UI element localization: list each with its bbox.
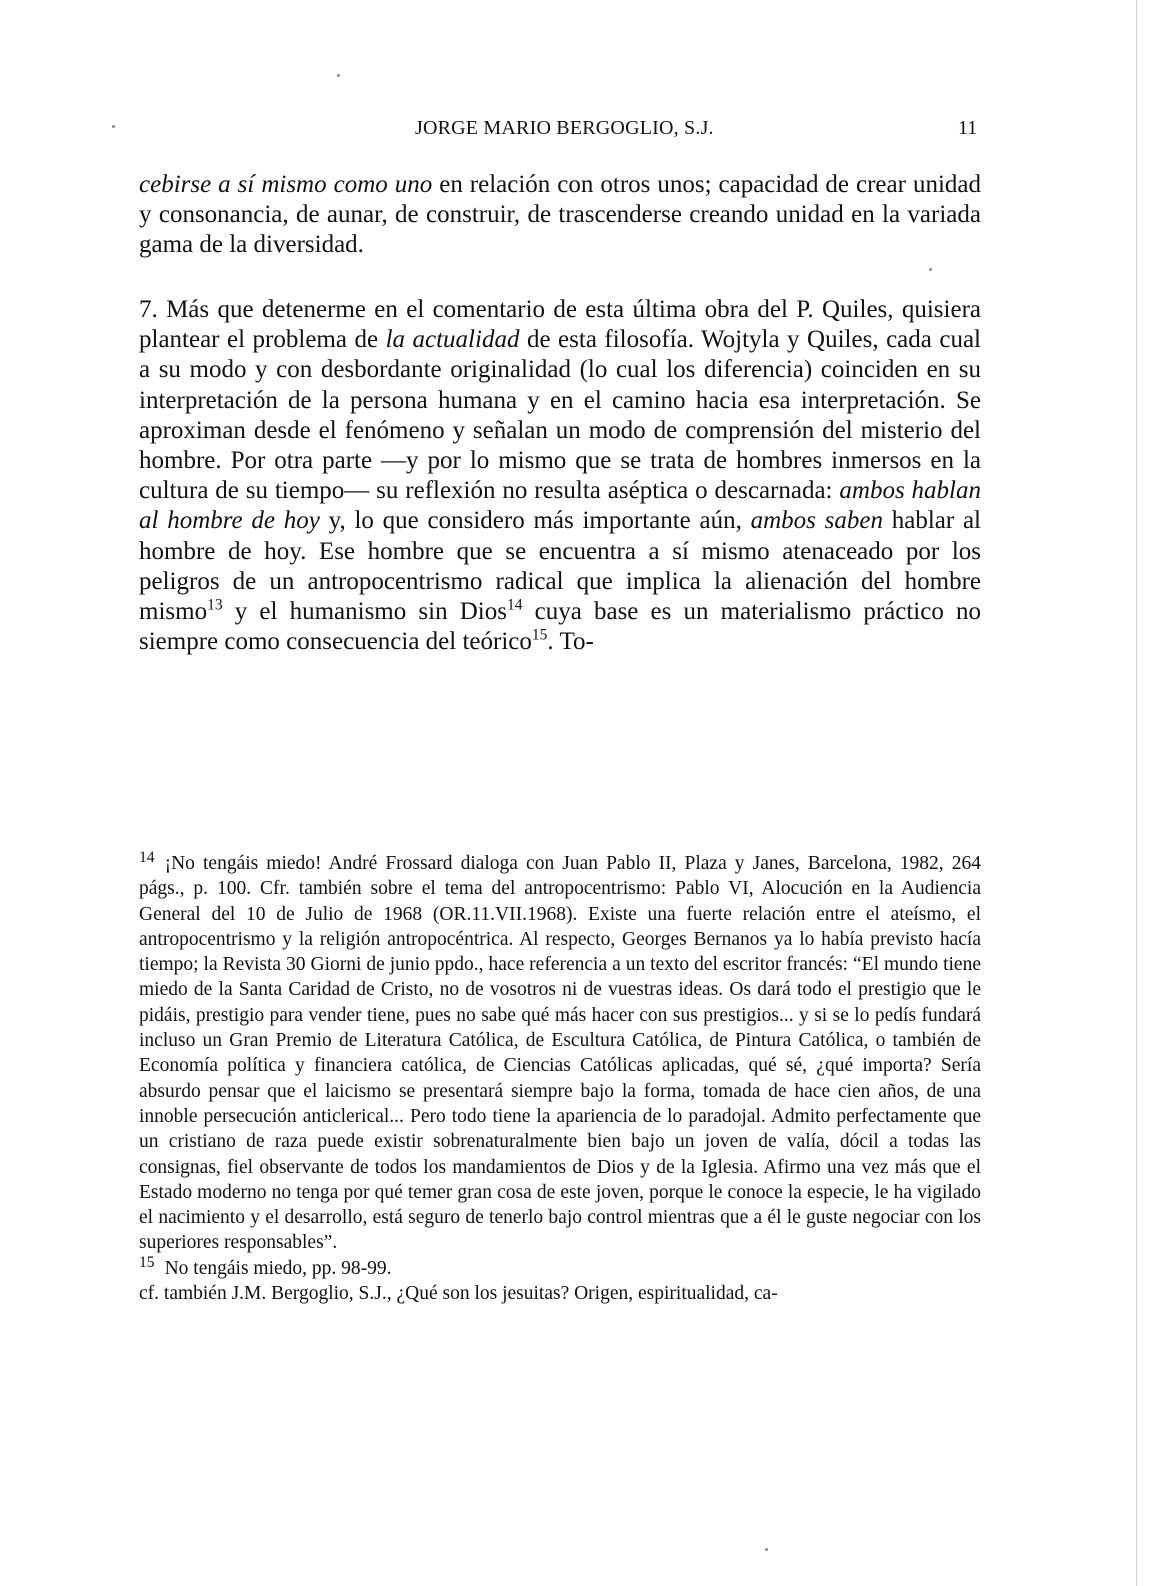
- footnotes: [139, 848, 981, 1306]
- paragraph-text: y el humanismo sin Dios: [222, 598, 507, 626]
- footnote-ref-14: 14: [506, 596, 523, 614]
- paragraph-text: hablar al hombre de hoy. Ese hombre que se encuentra a sí mismo atenaceado por los peligros de un antropocentrismo radical que implica la alienación del hombre mismo: [139, 507, 981, 626]
- footnote-ref-15: 15: [531, 626, 548, 644]
- footnote-ref-13: 13: [207, 596, 223, 614]
- scan-edge-line: [1136, 0, 1137, 1586]
- italic-phrase: ambos hablan al hombre de hoy: [139, 477, 981, 535]
- paragraph-text: y, lo que considero más importante aún,: [319, 507, 751, 535]
- italic-phrase: cebirse a sí mismo como uno: [139, 171, 433, 198]
- footnote-marker: 14: [139, 848, 155, 866]
- paragraph-7: [139, 295, 981, 657]
- scan-speck: [929, 268, 932, 271]
- paragraph-text: cuya base es un materialismo práctico no siempre como consecuencia del teórico: [139, 598, 982, 656]
- footnote-14: [139, 848, 981, 1256]
- paragraph-text: . To-: [547, 628, 594, 656]
- page-number: 11: [958, 117, 978, 139]
- paragraph-continuation: [139, 170, 981, 261]
- running-head: JORGE MARIO BERGOGLIO, S.J.: [415, 117, 714, 139]
- italic-phrase: la actualidad: [385, 326, 520, 354]
- footnote-text: No tengáis miedo, pp. 98-99.: [164, 1257, 392, 1279]
- paragraph-text: de esta filosofía. Wojtyla y Quiles, cada cual a su modo y con desbordante originalidad (lo cual los diferencia) coinciden en su interpretación de la persona humana y en el camino hacia esa interpretación. Se aproximan desde el fenómeno y señalan un modo de comprensión del misterio del hombre. Por otra parte —y por lo mismo que se trata de hombres inmersos en la cultura de su tiempo— su reflexión no resulta aséptica o descarnada:: [139, 326, 981, 505]
- footnote-marker: 15: [139, 1253, 155, 1271]
- footnote-text: ¡No tengáis miedo! André Frossard dialoga con Juan Pablo II, Plaza y Janes, Barcelona, 1982, 264 págs., p. 100. Cfr. también sobre el tema del antropocentrismo: Pablo VI, Alocución en la Audiencia General del 10 de Julio de 1968 (OR.11.VII.1968). Existe una fuerte relación entre el ateísmo, el antropocentrismo y la religión antropocéntrica. Al respecto, Georges Bernanos ya lo había previsto hacía tiempo; la Revista 30 Giorni de junio ppdo., hace referencia a un texto del escritor francés: “El mundo tiene miedo de la Santa Caridad de Cristo, no de vosotros ni de vuestras ideas. Os dará todo el prestigio que le pidáis, prestigio para vender tiene, pues no sabe qué más hacer con sus prestigios... y si se lo pedís fundará incluso un Gran Premio de Literatura Católica, de Escultura Católica, de Pintura Católica, o también de Economía política y financiera católica, de Ciencias Católicas aplicadas, qué sé, ¿qué importa? Sería absurdo pensar que el laicismo se presentará siempre bajo la forma, tomada de hace cien años, de una innoble persecución anticlerical... Pero todo tiene la apariencia de lo paradojal. Admito perfectamente que un cristiano de raza puede existir sobrenaturalmente bien bajo un joven de valía, dócil a todas las consignas, fiel observante de todos los mandamientos de Dios y de la Iglesia. Afirmo una vez más que el Estado moderno no tenga por qué temer gran cosa de este joven, porque le conoce la especie, le ha vigilado el nacimiento y el desarrollo, está seguro de tenerlo bajo control mientras que a él le guste negociar con los superiores responsables”.: [139, 853, 981, 1254]
- paragraph-text: 7. Más que detenerme en el comentario de esta última obra del P. Quiles, quisiera plantear el problema de: [139, 296, 981, 354]
- footnote-15-continuation: cf. también J.M. Bergoglio, S.J., ¿Qué son los jesuitas? Origen, espiritualidad, ca-: [139, 1283, 778, 1305]
- scan-speck: [112, 125, 115, 128]
- paragraph-text: en relación con otros unos; capacidad de crear unidad y consonancia, de aunar, de construir, de trascenderse creando unidad en la variada gama de la diversidad.: [139, 171, 981, 259]
- italic-phrase: ambos saben: [750, 507, 883, 535]
- scan-speck: [337, 74, 340, 77]
- scan-speck: [765, 1548, 768, 1551]
- footnote-15: [139, 1253, 981, 1281]
